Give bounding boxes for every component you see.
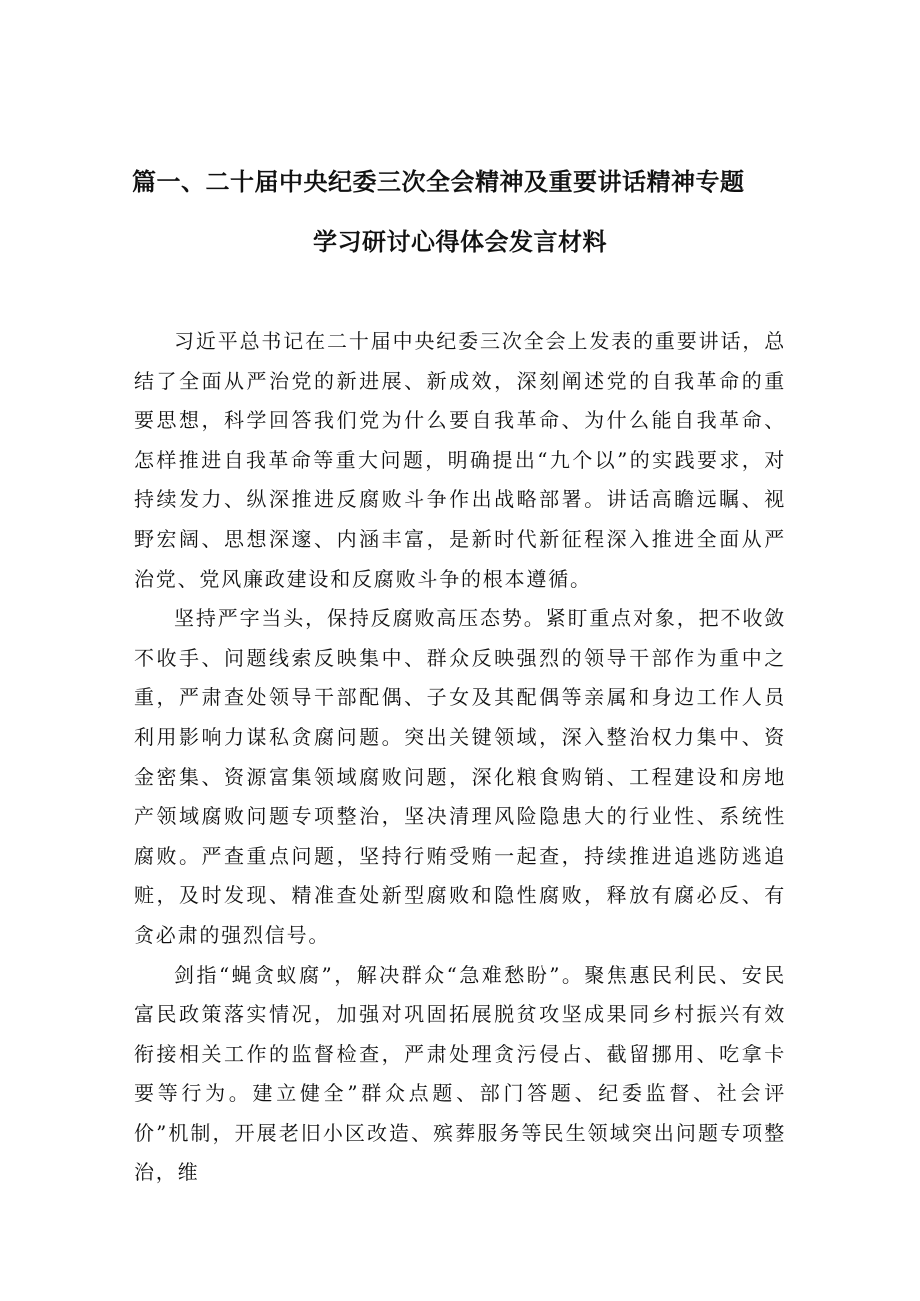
paragraph-2: 坚持严字当头，保持反腐败高压态势。紧盯重点对象，把不收敛不收手、问题线索反映集中、群众反映强烈的领导干部作为重中之重，严肃查处领导干部配偶、子女及其配偶等亲属和身边工作人员利用影响力谋私贪腐问题。突出关键领域，深入整治权力集中、资金密集、资源富集领域腐败问题，深化粮食购销、工程建设和房地产领域腐败问题专项整治，坚决清理风险隐患大的行业性、系统性腐败。严查重点问题，坚持行贿受贿一起查，持续推进追逃防逃追赃，及时发现、精准查处新型腐败和隐性腐败，释放有腐必反、有贪必肃的强烈信号。 <box>134 606 786 947</box>
document-title-line2: 学习研讨心得体会发言材料 <box>313 228 607 256</box>
paragraph-1: 习近平总书记在二十届中央纪委三次全会上发表的重要讲话，总结了全面从严治党的新进展、新成效，深刻阐述党的自我革命的重要思想，科学回答我们党为什么要自我革命、为什么能自我革命、怎样推进自我革命等重大问题，明确提出“九个以”的实践要求，对持续发力、纵深推进反腐败斗争作出战略部署。讲话高瞻远瞩、视野宏阔、思想深邃、内涵丰富，是新时代新征程深入推进全面从严治党、党风廉政建设和反腐败斗争的根本遵循。 <box>134 329 786 591</box>
paragraph-3: 剑指“蝇贪蚁腐”，解决群众“急难愁盼”。聚焦惠民利民、安民富民政策落实情况，加强对巩固拓展脱贫攻坚成果同乡村振兴有效衔接相关工作的监督检查，严肃处理贪污侵占、截留挪用、吃拿卡要等行为。建立健全”群众点题、部门答题、纪委监督、社会评价”机制，开展老旧小区改造、殡葬服务等民生领域突出问题专项整治，维 <box>134 962 786 1185</box>
document-body <box>134 322 786 1193</box>
document-title-line1: 篇一、二十届中央纪委三次全会精神及重要讲话精神专题 <box>132 168 745 196</box>
